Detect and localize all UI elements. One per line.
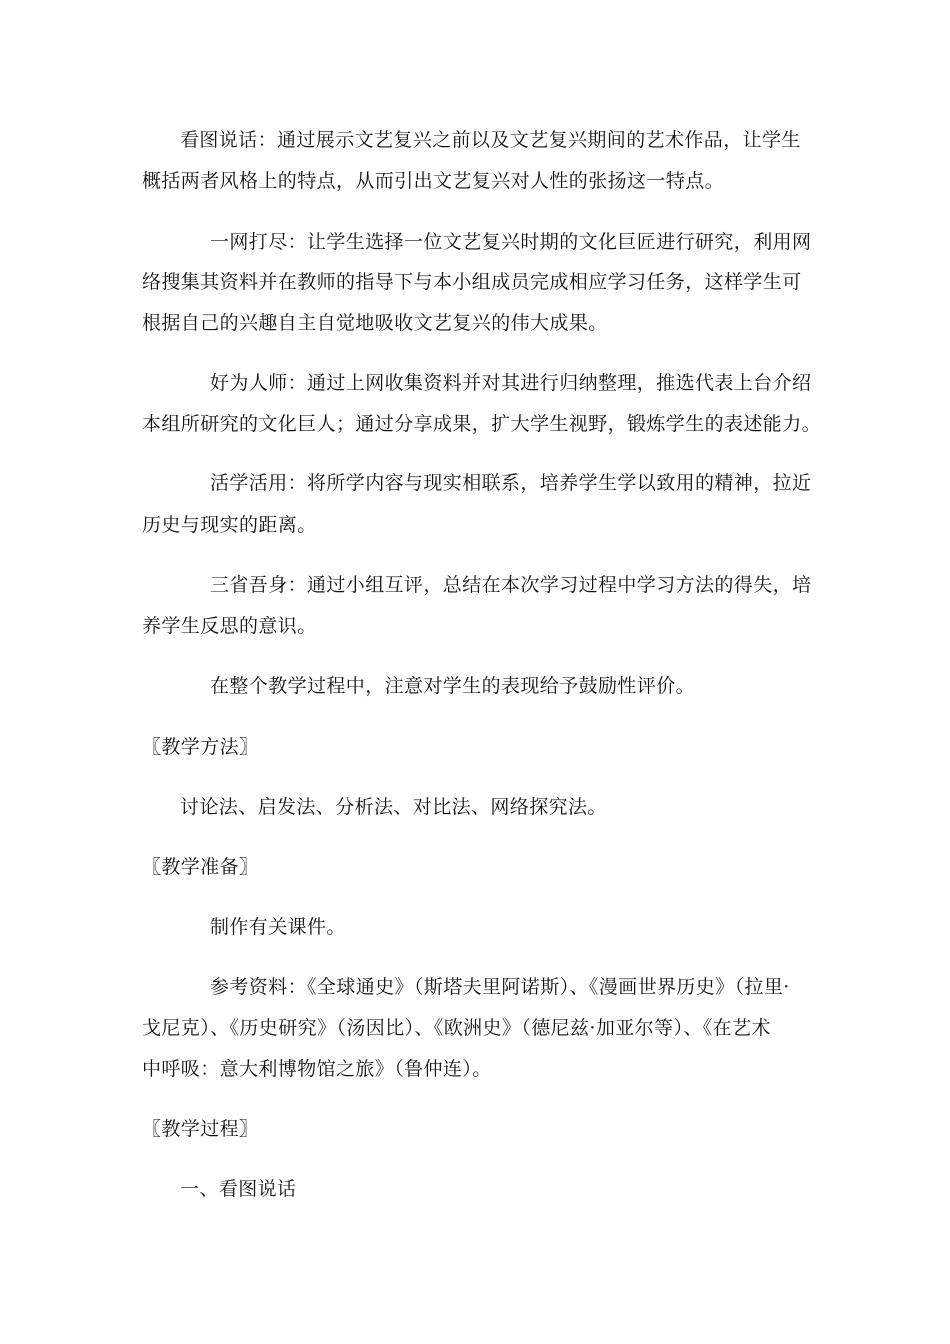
para-yiwang-line-2: 络搜集其资料并在教师的指导下与本小组成员完成相应学习任务，这样学生可 [142, 271, 802, 293]
para-huoxue-line-1: 活学活用：将所学内容与现实相联系，培养学生学以致用的精神，拉近 [210, 472, 812, 494]
section-one-heading: 一、看图说话 [180, 1178, 297, 1200]
para-kantu-line-2: 概括两者风格上的特点，从而引出文艺复兴对人性的张扬这一特点。 [142, 170, 725, 192]
para-huoxue-line-2: 历史与现实的距离。 [142, 514, 317, 536]
para-yiwang-line-1: 一网打尽：让学生选择一位文艺复兴时期的文化巨匠进行研究，利用网 [210, 231, 812, 253]
para-yiwang-line-3: 根据自己的兴趣自主自觉地吸收文艺复兴的伟大成果。 [142, 312, 608, 334]
para-haowei-line-1: 好为人师：通过上网收集资料并对其进行归纳整理，推选代表上台介绍 [210, 372, 812, 394]
heading-teaching-preparation: 〖教学准备〗 [142, 856, 259, 878]
para-sanxing-line-2: 养学生反思的意识。 [142, 615, 317, 637]
para-sanxing-line-1: 三省吾身：通过小组互评，总结在本次学习过程中学习方法的得失，培 [210, 574, 812, 596]
para-references-line-2: 戈尼克）、《历史研究》（汤因比）、《欧洲史》（德尼兹·加亚尔等）、《在艺术 [142, 1017, 771, 1039]
para-references-line-1: 参考资料：《全球通史》（斯塔夫里阿诺斯）、《漫画世界历史》（拉里· [210, 976, 790, 998]
heading-teaching-methods: 〖教学方法〗 [142, 736, 259, 758]
para-courseware: 制作有关课件。 [210, 916, 346, 938]
para-kantu-line-1: 看图说话：通过展示文艺复兴之前以及文艺复兴期间的艺术作品，让学生 [180, 129, 801, 151]
para-haowei-line-2: 本组所研究的文化巨人；通过分享成果，扩大学生视野，锻炼学生的表述能力。 [142, 413, 822, 435]
para-zhengge: 在整个教学过程中，注意对学生的表现给予鼓励性评价。 [210, 675, 696, 697]
para-teaching-methods: 讨论法、启发法、分析法、对比法、网络探究法。 [180, 796, 607, 818]
para-references-line-3: 中呼吸：意大利博物馆之旅》（鲁仲连）。 [142, 1058, 492, 1080]
heading-teaching-process: 〖教学过程〗 [142, 1118, 259, 1140]
